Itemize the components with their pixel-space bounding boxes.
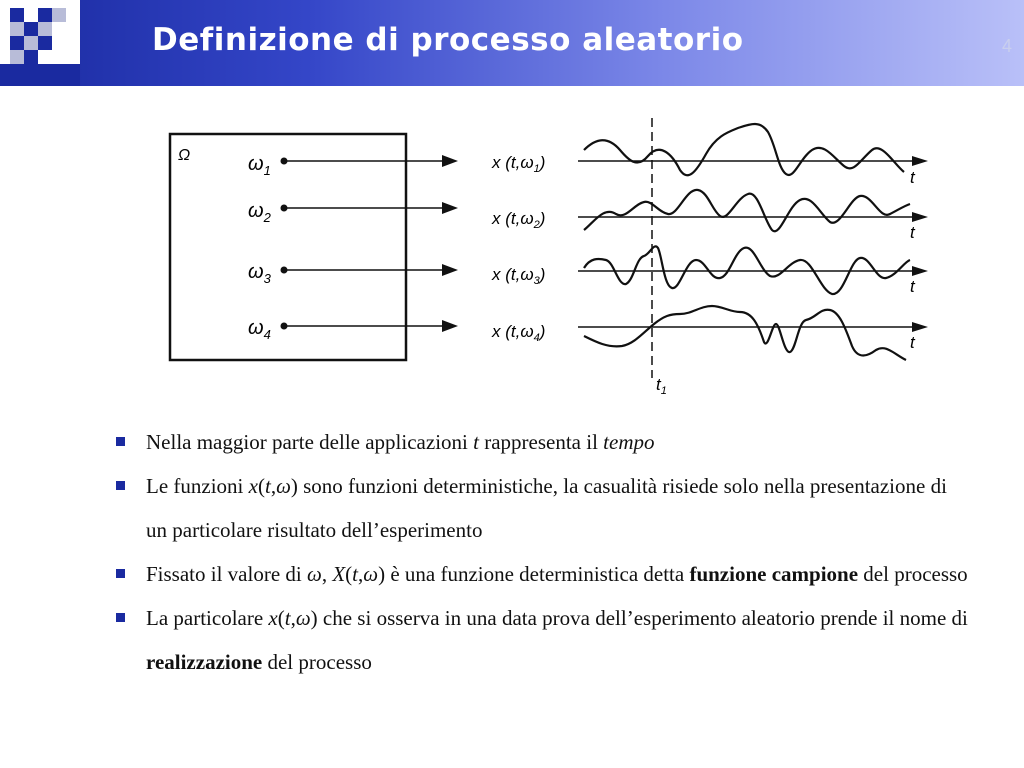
time-axis-4 xyxy=(578,322,928,352)
function-label-2: x $(t,\omega_2)$ xyxy=(492,209,546,231)
bullet-square-icon xyxy=(116,481,125,490)
random-process-diagram xyxy=(160,110,950,400)
outcome-index: 1 xyxy=(263,163,271,178)
outcome-index: 2 xyxy=(263,210,271,225)
function-label-4: x $(t,\omega_4)$ xyxy=(492,322,546,344)
bullet-item: Nella maggior parte delle applicazioni t rappresenta il tempo xyxy=(112,420,972,464)
svg-text:t: t xyxy=(910,168,915,187)
outcome-1 xyxy=(248,153,458,178)
bullet-square-icon xyxy=(116,613,125,622)
svg-text:ω4 xyxy=(248,317,271,342)
bullet-square-icon xyxy=(116,437,125,446)
slide-header xyxy=(0,0,1024,86)
waveform-2 xyxy=(584,190,910,231)
outcome-symbol: ω xyxy=(248,200,264,222)
time-marker-label: $t_1$ xyxy=(656,375,667,397)
waveform-1 xyxy=(584,124,904,175)
omega-label: Ω xyxy=(178,147,191,164)
page-number: 4 xyxy=(1001,36,1012,56)
bullet-item: La particolare x(t,ω) che si osserva in una data prova dell’esperimento aleatorio prende il nome di realizzazione del processo xyxy=(112,596,972,684)
outcome-3 xyxy=(248,261,458,286)
page-title: Definizione di processo aleatorio xyxy=(152,22,744,58)
outcome-symbol: ω xyxy=(248,261,264,283)
svg-text:t: t xyxy=(910,333,915,352)
outcome-4 xyxy=(248,317,458,342)
svg-text:t: t xyxy=(910,277,915,296)
svg-text:t: t xyxy=(910,223,915,242)
logo-squares-icon xyxy=(0,0,80,86)
bullet-item: Fissato il valore di ω, X(t,ω) è una funzione deterministica detta funzione campione del processo xyxy=(112,552,972,596)
bullet-square-icon xyxy=(116,569,125,578)
outcome-2 xyxy=(248,200,458,225)
bullet-item: Le funzioni x(t,ω) sono funzioni deterministiche, la casualità risiede solo nella presentazione di un particolare risultato dell’esperimento xyxy=(112,464,972,552)
outcome-symbol: ω xyxy=(248,153,264,175)
time-axis-2 xyxy=(578,212,928,242)
svg-text:ω1 xyxy=(248,153,271,178)
waveform-4 xyxy=(584,306,906,360)
svg-text:ω2 xyxy=(248,200,272,225)
waveform-3 xyxy=(584,246,910,294)
outcome-index: 3 xyxy=(263,271,271,286)
outcome-symbol: ω xyxy=(248,317,264,339)
function-label-1: x $(t,\omega_1)$ xyxy=(492,153,546,175)
bullet-list xyxy=(112,420,972,684)
function-label-3: x $(t,\omega_3)$ xyxy=(492,265,546,287)
outcome-index: 4 xyxy=(263,327,271,342)
svg-text:ω3 xyxy=(248,261,272,286)
